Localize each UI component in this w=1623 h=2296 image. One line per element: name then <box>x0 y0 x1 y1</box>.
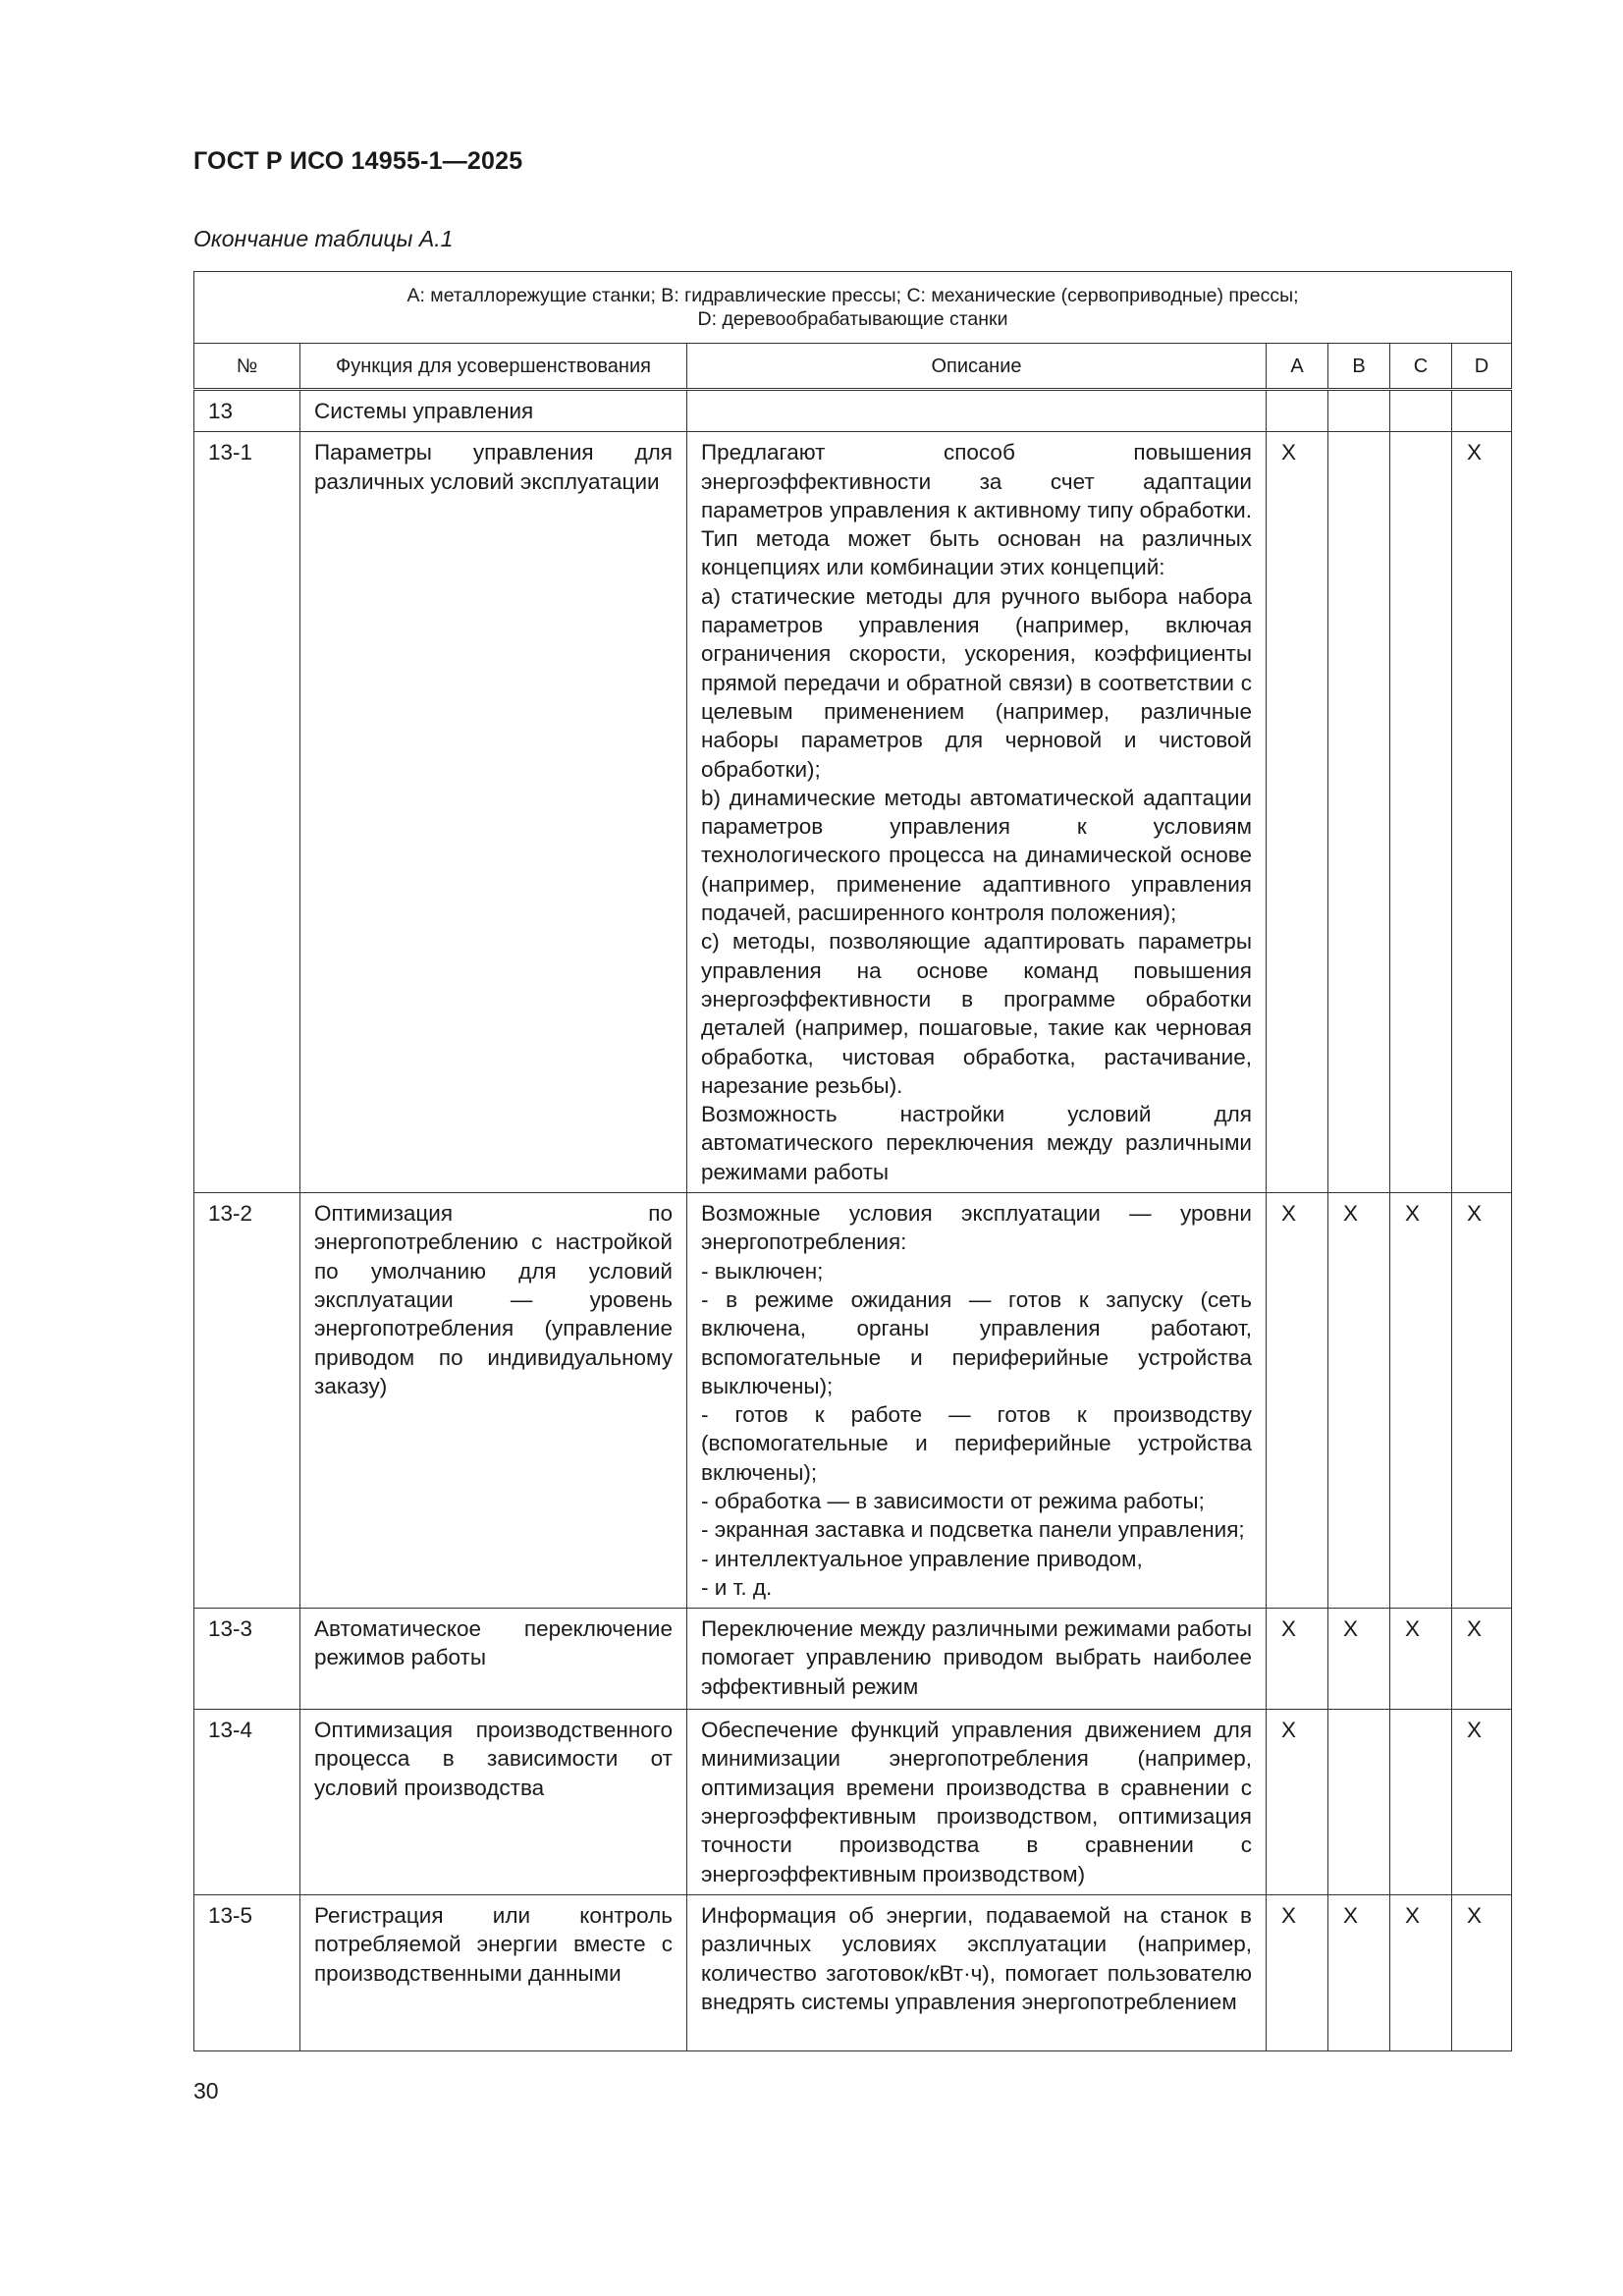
row-number: 13-5 <box>194 1895 300 2051</box>
section-description <box>687 390 1267 432</box>
row-mark-c: X <box>1390 1193 1452 1609</box>
description-paragraph: а) статические методы для ручного выбора набора параметров управления (например, включая ограничения скорости, ускорения, коэффициенты прямой передачи и обратной связи) в соответствии с целевым применением (например, различные наборы параметров для черновой и чистовой обработки); <box>701 583 1252 782</box>
row-description <box>687 1710 1267 1895</box>
document-title: ГОСТ Р ИСО 14955-1—2025 <box>193 147 523 175</box>
column-header-description: Описание <box>687 344 1267 390</box>
description-paragraph: - интеллектуальное управление приводом, <box>701 1546 1143 1571</box>
row-number: 13-3 <box>194 1609 300 1710</box>
row-function: Регистрация или контроль потребляемой энергии вместе с производственными данными <box>300 1895 687 2051</box>
table-row <box>194 1895 1512 2051</box>
row-mark-d: X <box>1452 1193 1512 1609</box>
description-paragraph: Возможные условия эксплуатации — уровни энергопотребления: <box>701 1201 1252 1255</box>
row-mark-c <box>1390 432 1452 1193</box>
row-mark-a: X <box>1267 432 1328 1193</box>
description-paragraph: - выключен; <box>701 1258 824 1284</box>
description-paragraph: - готов к работе — готов к производству (вспомогательные и периферийные устройства включены); <box>701 1402 1252 1485</box>
table-legend-row <box>194 272 1512 344</box>
section-mark-d <box>1452 390 1512 432</box>
table-row <box>194 1609 1512 1710</box>
row-description <box>687 432 1267 1193</box>
description-paragraph: Предлагают способ повышения энергоэффективности за счет адаптации параметров управления к активному типу обработки. Тип метода может быть основан на различных концепциях или комбинации этих концепций: <box>701 440 1252 580</box>
column-header-num: № <box>194 344 300 390</box>
description-paragraph: Переключение между различными режимами работы помогает управлению приводом выбрать наиболее эффективный режим <box>701 1616 1252 1699</box>
row-mark-d: X <box>1452 1895 1512 2051</box>
page-number: 30 <box>193 2078 219 2104</box>
legend-line: D: деревообрабатывающие станки <box>697 308 1008 330</box>
row-mark-d: X <box>1452 432 1512 1193</box>
row-mark-d: X <box>1452 1710 1512 1895</box>
description-paragraph: Обеспечение функций управления движением для минимизации энергопотребления (например, оптимизация времени производства в сравнении с энергоэффективным производством, оптимизация точности производства в сравнении с энергоэффективным производством) <box>701 1718 1252 1886</box>
row-description <box>687 1895 1267 2051</box>
row-mark-d: X <box>1452 1609 1512 1710</box>
description-paragraph: с) методы, позволяющие адаптировать параметры управления на основе команд повышения энергоэффективности в программе обработки деталей (например, пошаговые, такие как черновая обработка, чистовая обработка, растачивание, нарезание резьбы). <box>701 929 1252 1098</box>
row-mark-a: X <box>1267 1609 1328 1710</box>
section-number: 13 <box>194 390 300 432</box>
section-mark-b <box>1328 390 1390 432</box>
requirements-table <box>193 271 1512 2051</box>
description-paragraph: Возможность настройки условий для автоматического переключения между различными режимами работы <box>701 1102 1252 1184</box>
row-mark-a: X <box>1267 1895 1328 2051</box>
row-mark-b: X <box>1328 1609 1390 1710</box>
row-description <box>687 1193 1267 1609</box>
column-header-b: B <box>1328 344 1390 390</box>
column-header-function: Функция для усовершенствования <box>300 344 687 390</box>
row-number: 13-4 <box>194 1710 300 1895</box>
table-legend <box>194 272 1512 344</box>
row-number: 13-2 <box>194 1193 300 1609</box>
row-number: 13-1 <box>194 432 300 1193</box>
row-function: Оптимизация по энергопотреблению с настройкой по умолчанию для условий эксплуатации — уровень энергопотребления (управление приводом по индивидуальному заказу) <box>300 1193 687 1609</box>
table-row <box>194 1193 1512 1609</box>
table-row <box>194 1710 1512 1895</box>
description-paragraph: - экранная заставка и подсветка панели управления; <box>701 1517 1245 1543</box>
row-mark-b: X <box>1328 1193 1390 1609</box>
section-title: Системы управления <box>300 390 687 432</box>
section-mark-c <box>1390 390 1452 432</box>
row-mark-b <box>1328 1710 1390 1895</box>
row-mark-c: X <box>1390 1609 1452 1710</box>
row-function: Автоматическое переключение режимов работы <box>300 1609 687 1710</box>
column-header-d: D <box>1452 344 1512 390</box>
row-mark-c <box>1390 1710 1452 1895</box>
description-paragraph: - в режиме ожидания — готов к запуску (сеть включена, органы управления работают, вспомогательные и периферийные устройства выключены); <box>701 1286 1252 1398</box>
column-header-a: A <box>1267 344 1328 390</box>
row-function: Оптимизация производственного процесса в зависимости от условий производства <box>300 1710 687 1895</box>
row-mark-c: X <box>1390 1895 1452 2051</box>
row-mark-b <box>1328 432 1390 1193</box>
row-description <box>687 1609 1267 1710</box>
section-mark-a <box>1267 390 1328 432</box>
description-paragraph: - обработка — в зависимости от режима работы; <box>701 1488 1205 1513</box>
description-paragraph: b) динамические методы автоматической адаптации параметров управления к условиям технологического процесса на динамической основе (например, применение адаптивного управления подачей, расширенного контроля положения); <box>701 785 1252 926</box>
description-paragraph: - и т. д. <box>701 1574 773 1600</box>
row-mark-b: X <box>1328 1895 1390 2051</box>
column-header-c: C <box>1390 344 1452 390</box>
row-mark-a: X <box>1267 1193 1328 1609</box>
description-paragraph: Информация об энергии, подаваемой на станок в различных условиях эксплуатации (например, количество заготовок/кВт·ч), помогает пользователю внедрять системы управления энергопотреблением <box>701 1903 1252 2015</box>
table-caption: Окончание таблицы А.1 <box>193 226 454 251</box>
legend-line: А: металлорежущие станки; В: гидравлические прессы; С: механические (сервоприводные) прессы; <box>406 285 1299 306</box>
row-function: Параметры управления для различных условий эксплуатации <box>300 432 687 1193</box>
row-mark-a: X <box>1267 1710 1328 1895</box>
section-row <box>194 390 1512 432</box>
table-header-row <box>194 344 1512 390</box>
table-row <box>194 432 1512 1193</box>
